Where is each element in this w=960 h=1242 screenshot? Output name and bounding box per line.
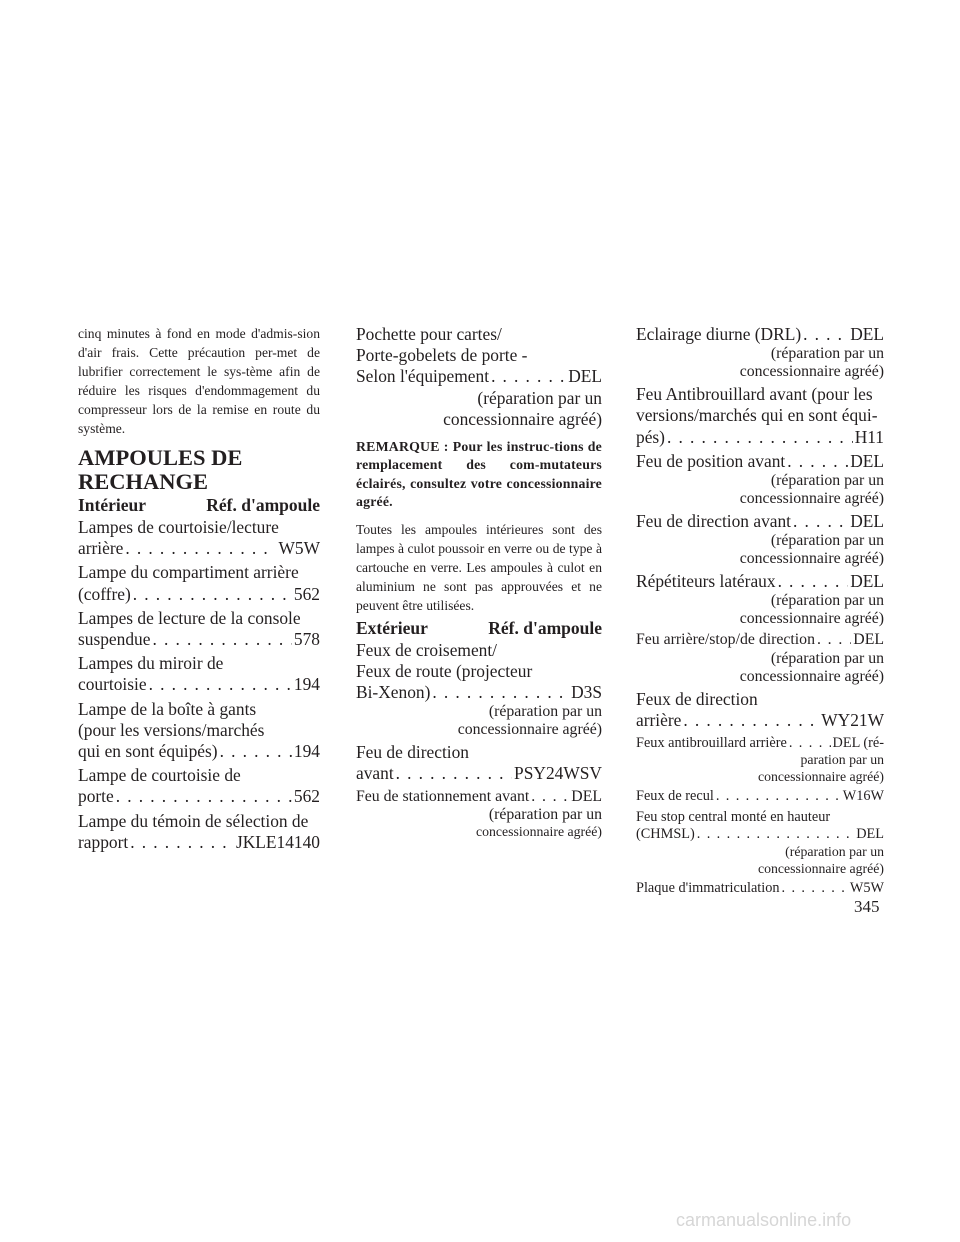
info-paragraph: Toutes les ampoules intérieures sont des lampes à culot poussoir en verre ou de type à cartouche en verre. Les ampoules à culot en aluminium ne sont pas approuvées et ne peuvent être utilisées. [356, 521, 602, 613]
column-middle [356, 324, 602, 844]
bulb-entry: Feux de recul . . . W16W [636, 788, 884, 806]
bulb-ref: DEL [853, 631, 884, 649]
bulb-entry: Feux de direction arrière . . . WY21W [636, 689, 884, 731]
bulb-ref: W5W [849, 880, 884, 896]
section-heading: AMPOULES DE RECHANGE [78, 445, 243, 494]
bulb-ref: 562 [293, 583, 320, 604]
bulb-ref: W16W [842, 788, 884, 805]
bulb-entry: Feu de direction avant . . . PSY24WSV [356, 742, 602, 784]
bulb-ref: 194 [293, 674, 320, 695]
bulb-entry: Eclairage diurne (DRL) . . . DEL (réparation par un concessionnaire agréé) [636, 324, 884, 381]
bulb-ref: DEL [850, 571, 884, 592]
column-left [78, 324, 320, 856]
bulb-ref: DEL [850, 324, 884, 344]
bulb-ref: 194 [293, 741, 320, 762]
bulb-entry: Feu stop central monté en hauteur (CHMSL) . . . DEL (réparation par un concessionnaire agréé) [636, 809, 884, 877]
bulb-ref: D3S [571, 682, 602, 703]
bulb-ref: W5W [278, 538, 320, 559]
bulb-entry: Feu de stationnement avant . . . DEL (réparation par un concessionnaire agréé) [356, 788, 602, 841]
bulb-ref: WY21W [821, 710, 884, 731]
remark-note: REMARQUE : Pour les instruc-tions de remplacement des com-mutateurs éclairés, consultez votre concessionnaire agréé. [356, 438, 602, 510]
bulb-ref: DEL [850, 450, 884, 471]
bulb-ref: PSY24WSV [514, 763, 602, 784]
bulb-entry: Lampe de la boîte à gants (pour les versions/marchés qui en sont équipés) . . . 194 [78, 699, 320, 763]
bulb-entry: Feu Antibrouillard avant (pour les versions/marchés qui en sont équi- pés) . . . H11 [636, 384, 884, 448]
page-number: 345 [854, 897, 880, 916]
bulb-entry: Répétiteurs latéraux . . . DEL (réparation par un concessionnaire agréé) [636, 571, 884, 628]
column-right [636, 324, 884, 901]
bulb-entry: Lampe du témoin de sélection de rapport . . . JKLE14140 [78, 811, 320, 853]
bulb-entry: Feux antibrouillard arrière . . . DEL (ré- paration par un concessionnaire agréé) [636, 735, 884, 786]
intro-paragraph: cinq minutes à fond en mode d'admis-sion d'air frais. Cette précaution per-met de lubrifier correctement le sys-tème afin de réduire les risques d'endommagement du compresseur lors de la remise en route du système. [78, 326, 320, 436]
bulb-entry: Pochette pour cartes/ Porte-gobelets de porte - Selon l'équipement . . . DEL (réparation par un concessionnaire agréé) [356, 324, 602, 430]
bulb-entry: Lampes du miroir de courtoisie . . . 194 [78, 653, 320, 695]
exterior-table-header: Extérieur Réf. d'ampoule [356, 617, 602, 638]
bulb-entry: Lampes de courtoisie/lecture arrière . . . W5W [78, 517, 320, 559]
bulb-ref: H11 [854, 426, 884, 447]
bulb-entry: Lampe de courtoisie de porte . . . 562 [78, 765, 320, 807]
bulb-ref: DEL [571, 787, 602, 805]
bulb-ref: 562 [293, 786, 320, 807]
bulb-entry: Feu de position avant . . . DEL (réparation par un concessionnaire agréé) [636, 451, 884, 508]
bulb-entry: Lampe du compartiment arrière (coffre) . . . 562 [78, 562, 320, 604]
bulb-ref: DEL [850, 511, 884, 532]
interior-table-header: Intérieur Réf. d'ampoule [78, 495, 320, 515]
bulb-entry: Feux de croisement/ Feux de route (projecteur Bi-Xenon) . . . D3S (réparation par un concessionnaire agréé) [356, 640, 602, 740]
bulb-entry: Lampes de lecture de la console suspendue . . . 578 [78, 608, 320, 650]
bulb-entry: Feu arrière/stop/de direction . . . DEL (réparation par un concessionnaire agréé) [636, 631, 884, 686]
bulb-entry: Plaque d'immatriculation . . . W5W [636, 880, 884, 898]
bulb-entry: Feu de direction avant . . . DEL (réparation par un concessionnaire agréé) [636, 511, 884, 568]
bulb-ref: 578 [293, 629, 320, 650]
bulb-ref: JKLE14140 [235, 831, 320, 852]
bulb-ref: DEL [856, 826, 884, 843]
watermark: carmanualsonline.info [676, 1210, 852, 1230]
bulb-ref: DEL [568, 366, 602, 387]
bulb-ref: DEL (ré- [832, 734, 884, 751]
